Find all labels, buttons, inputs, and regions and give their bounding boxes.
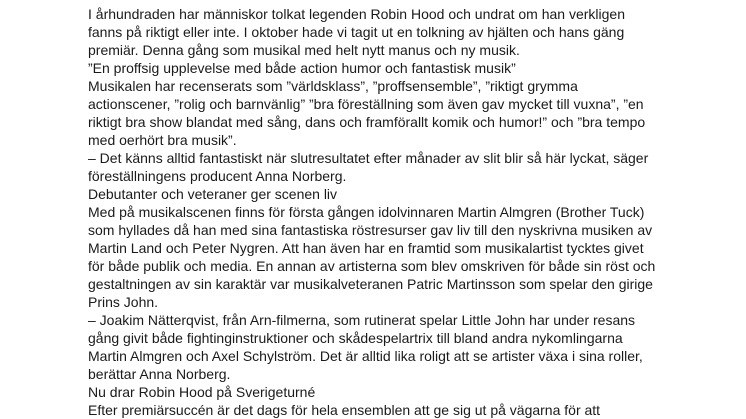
- text-line: I århundraden har människor tolkat legenden Robin Hood och undrat om han verkligen: [88, 6, 626, 22]
- text-line: Martin Land och Peter Nygren. Att han även har en framtid som musikalartist tycktes givet: [88, 240, 644, 256]
- text-line: gång givit både fightinginstruktioner och skådespelartrix till bland andra nykomlingarna: [88, 330, 623, 346]
- text-line: – Det känns alltid fantastiskt när slutresultatet efter månader av slit blir så här lyckat, säger: [88, 150, 649, 166]
- paragraph: [88, 77, 688, 149]
- text-line: för både publik och media. En annan av artisterna som blev omskriven för både sin röst och: [88, 258, 656, 274]
- text-line: ”En proffsig upplevelse med både action humor och fantastisk musik”: [88, 60, 516, 76]
- text-line: med oerhört bra musik”.: [88, 132, 237, 148]
- text-line: fanns på riktigt eller inte. I oktober hade vi tagit ut en tolkning av hjälten och hans gäng: [88, 24, 625, 40]
- paragraph: [88, 401, 688, 419]
- text-line: Prins John.: [88, 294, 159, 310]
- text-line: Martin Almgren och Axel Schylström. Det är alltid lika roligt att se artister växa i sina roller,: [88, 348, 643, 364]
- paragraph: [88, 149, 688, 185]
- text-line: Musikalen har recenserats som ”världsklass”, ”proffsensemble”, ”riktigt grymma: [88, 78, 578, 94]
- paragraph: [88, 5, 688, 59]
- paragraph: [88, 185, 688, 203]
- text-line: föreställningens producent Anna Norberg.: [88, 168, 347, 184]
- paragraph: [88, 383, 688, 401]
- paragraph: [88, 311, 688, 383]
- text-line: Nu drar Robin Hood på Sverigeturné: [88, 384, 316, 400]
- paragraph: [88, 59, 688, 77]
- text-line: som hyllades då han med sina fantastiska röstresurser gav liv till den nyskrivna musiken av: [88, 222, 653, 238]
- text-line: berättar Anna Norberg.: [88, 366, 231, 382]
- text-line: premiär. Denna gång som musikal med helt nytt manus och ny musik.: [88, 42, 520, 58]
- text-line: Debutanter och veteraner ger scenen liv: [88, 186, 338, 202]
- text-line: Med på musikalscenen finns för första gången idolvinnaren Martin Almgren (Brother Tuck): [88, 204, 645, 220]
- text-line: – Joakim Nätterqvist, från Arn-filmerna, som rutinerat spelar Little John har under resans: [88, 312, 636, 328]
- text-line: Efter premiärsuccén är det dags för hela ensemblen att ge sig ut på vägarna för att: [88, 402, 601, 418]
- text-line: actionscener, ”rolig och barnvänlig” ”bra föreställning som även gav mycket till vuxna”, ”en: [88, 96, 644, 112]
- text-line: riktigt bra show blandat med sång, dans och framförallt komik och humor!” och ”bra tempo: [88, 114, 646, 130]
- document-body: [88, 5, 688, 419]
- paragraph: [88, 203, 688, 311]
- text-line: gestaltningen av sin karaktär var musikalveteranen Patric Martinsson som spelar den girige: [88, 276, 653, 292]
